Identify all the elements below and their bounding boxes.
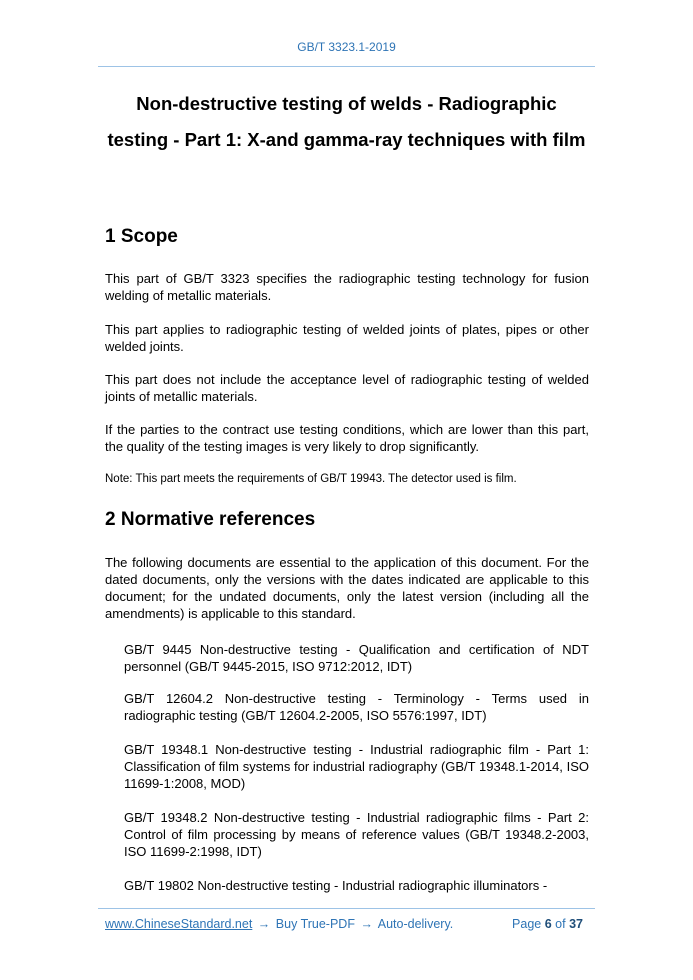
footer-divider xyxy=(98,908,595,909)
page-label: Page xyxy=(512,917,542,931)
title-line-1: Non-destructive testing of welds - Radiographic xyxy=(136,93,557,114)
total-pages-number: 37 xyxy=(569,917,583,931)
section-heading-scope: 1 Scope xyxy=(105,226,178,247)
header-divider xyxy=(98,66,595,67)
document-title xyxy=(95,86,598,158)
page-footer xyxy=(105,917,589,931)
page-indicator xyxy=(512,917,583,931)
references-intro: The following documents are essential to the application of this document. For the dated documents, only the versions with the dates indicated are applicable to this document; for the undated documents, only the latest version (including all the amendments) is applicable to this standard. xyxy=(105,555,589,621)
reference-item: GB/T 19348.2 Non-destructive testing - Industrial radiographic films - Part 2: Control of film processing by means of reference values (GB/T 19348.2-2003, ISO 11699-2:1998, IDT) xyxy=(124,810,589,859)
scope-paragraph: This part of GB/T 3323 specifies the radiographic testing technology for fusion welding of metallic materials. xyxy=(105,271,589,303)
arrow-right-icon: → xyxy=(360,917,373,931)
scope-paragraph: This part applies to radiographic testing of welded joints of plates, pipes or other welded joints. xyxy=(105,322,589,354)
scope-note: Note: This part meets the requirements of GB/T 19943. The detector used is film. xyxy=(105,473,517,485)
of-label: of xyxy=(555,917,566,931)
reference-item: GB/T 19348.1 Non-destructive testing - Industrial radiographic film - Part 1: Classification of film systems for industrial radiography (GB/T 19348.1-2014, ISO 11699-1:2008, MOD) xyxy=(124,742,589,791)
reference-item: GB/T 12604.2 Non-destructive testing - Terminology - Terms used in radiographic testing (GB/T 12604.2-2005, ISO 5576:1997, IDT) xyxy=(124,691,589,723)
section-heading-normative-references: 2 Normative references xyxy=(105,509,316,530)
scope-paragraph: This part does not include the acceptance level of radiographic testing of welded joints of metallic materials. xyxy=(105,372,589,404)
title-line-2: testing - Part 1: X-and gamma-ray techniques with film xyxy=(107,129,586,150)
website-link[interactable]: www.ChineseStandard.net xyxy=(105,917,253,931)
reference-item: GB/T 9445 Non-destructive testing - Qualification and certification of NDT personnel (GB/T 9445-2015, ISO 9712:2012, IDT) xyxy=(124,642,589,674)
buy-true-pdf-text: Buy True-PDF xyxy=(275,917,355,931)
reference-item: GB/T 19802 Non-destructive testing - Industrial radiographic illuminators - xyxy=(124,878,548,893)
header-standard-code: GB/T 3323.1-2019 xyxy=(297,40,396,54)
auto-delivery-text: Auto-delivery. xyxy=(377,917,454,931)
arrow-right-icon: → xyxy=(257,917,271,931)
scope-paragraph: If the parties to the contract use testing conditions, which are lower than this part, the quality of the testing images is very likely to drop significantly. xyxy=(105,422,589,454)
current-page-number: 6 xyxy=(544,917,552,931)
